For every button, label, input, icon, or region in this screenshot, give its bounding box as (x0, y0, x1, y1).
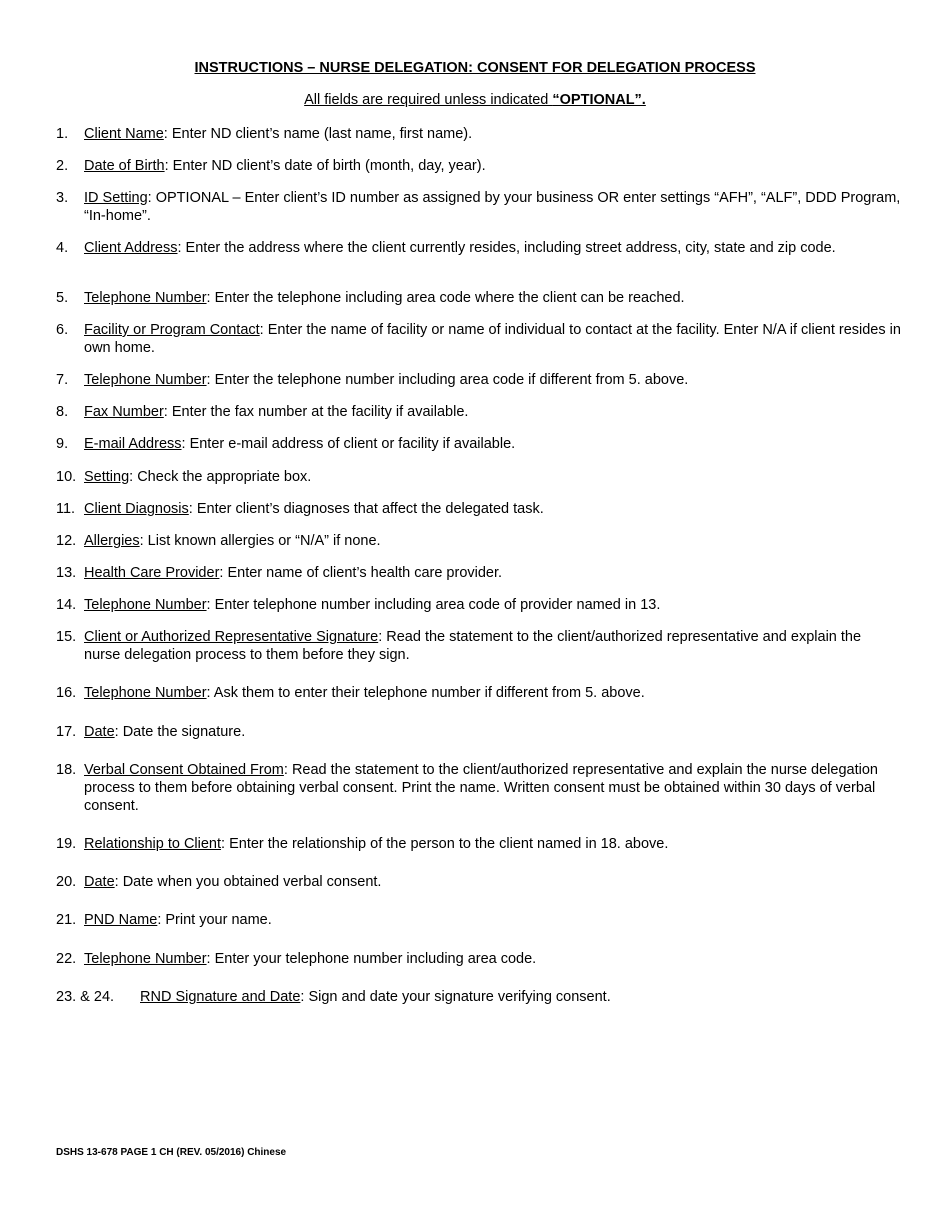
item-number: 15. (56, 629, 77, 645)
item-label: ID Setting (84, 190, 148, 206)
document-title: INSTRUCTIONS – NURSE DELEGATION: CONSENT FOR DELEGATION PROCESS (194, 60, 756, 76)
list-item (56, 403, 901, 421)
item-number: 9. (56, 436, 69, 452)
item-text: : Print your name. (157, 912, 272, 928)
list-item (56, 564, 901, 582)
item-number: 5. (56, 290, 69, 306)
list-item (56, 157, 901, 175)
item-number: 10. (56, 469, 77, 485)
list-item (56, 371, 901, 389)
list-item (56, 289, 901, 307)
item-label: Client Address (84, 240, 178, 256)
item-number: 21. (56, 912, 77, 928)
item-label: PND Name (84, 912, 158, 928)
item-text: : Read the statement to the client/authorized representative and explain the nurse delegation process to them before they sign. (84, 629, 862, 663)
list-item (56, 596, 901, 614)
item-label: RND Signature and Date (140, 989, 301, 1005)
item-number: 13. (56, 565, 77, 581)
item-number: 16. (56, 685, 77, 701)
list-item (56, 189, 901, 225)
item-label: E-mail Address (84, 436, 182, 452)
list-item (56, 761, 901, 815)
item-text: : Enter the name of facility or name of individual to contact at the facility. Enter N/A if client resides in own home. (84, 322, 901, 356)
item-label: Allergies (84, 533, 140, 549)
list-item (56, 435, 901, 453)
list-item (56, 468, 901, 486)
required-fields-note-text: All fields are required unless indicated (304, 92, 553, 108)
item-text: : Enter client’s diagnoses that affect the delegated task. (188, 501, 544, 517)
item-label: Fax Number (84, 404, 164, 420)
item-text: : Check the appropriate box. (129, 469, 312, 485)
item-label: Telephone Number (84, 372, 207, 388)
item-label: Telephone Number (84, 290, 207, 306)
item-text: : Enter the telephone including area code where the client can be reached. (206, 290, 685, 306)
list-item (56, 988, 901, 1006)
item-number: 22. (56, 951, 77, 967)
item-text: : Enter ND client’s date of birth (month, day, year). (164, 158, 486, 174)
item-text: : List known allergies or “N/A” if none. (139, 533, 381, 549)
list-item (56, 723, 901, 741)
item-label: Relationship to Client (84, 836, 222, 852)
list-item (56, 532, 901, 550)
item-label: Date (84, 724, 115, 740)
item-label: Client Name (84, 126, 164, 142)
item-text: : Enter ND client’s name (last name, first name). (163, 126, 473, 142)
list-item (56, 835, 901, 853)
item-text: : Ask them to enter their telephone number if different from 5. above. (206, 685, 645, 701)
item-text: : Read the statement to the client/authorized representative and explain the nurse delegation process to them before obtaining verbal consent. Print the name. Written consent must be obtained within 30 days of verbal consent. (84, 762, 878, 814)
item-number: 1. (56, 126, 69, 142)
item-text: : Enter the fax number at the facility if available. (163, 404, 469, 420)
item-number: 11. (56, 501, 76, 517)
item-number: 8. (56, 404, 69, 420)
item-number: 17. (56, 724, 77, 740)
item-label: Verbal Consent Obtained From (84, 762, 284, 778)
item-number: 4. (56, 240, 69, 256)
list-item (56, 239, 901, 257)
item-label: Date (84, 874, 115, 890)
item-number: 14. (56, 597, 77, 613)
item-text: : Sign and date your signature verifying consent. (300, 989, 611, 1005)
optional-emphasis: “OPTIONAL”. (552, 92, 646, 108)
item-text: : Enter the telephone number including area code if different from 5. above. (206, 372, 689, 388)
list-item (56, 125, 901, 143)
item-label: Client or Authorized Representative Signature (84, 629, 379, 645)
list-item (56, 950, 901, 968)
item-text: : Enter the relationship of the person to the client named in 18. above. (221, 836, 669, 852)
list-item (56, 628, 901, 664)
item-text: : Enter e-mail address of client or facility if available. (181, 436, 516, 452)
item-label: Telephone Number (84, 951, 207, 967)
item-number: 6. (56, 322, 69, 338)
item-text: : Enter your telephone number including area code. (206, 951, 537, 967)
item-number: 20. (56, 874, 77, 890)
required-fields-note (0, 91, 950, 109)
item-text: : Enter the address where the client currently resides, including street address, city, state and zip code. (177, 240, 836, 256)
item-text: : Date when you obtained verbal consent. (114, 874, 382, 890)
list-item (56, 873, 901, 891)
list-item (56, 911, 901, 929)
list-item (56, 321, 901, 357)
item-text: : Enter name of client’s health care provider. (219, 565, 503, 581)
item-text: : Date the signature. (114, 724, 246, 740)
item-label: Date of Birth (84, 158, 165, 174)
item-number: 3. (56, 190, 69, 206)
item-label: Telephone Number (84, 685, 207, 701)
item-label: Health Care Provider (84, 565, 220, 581)
item-text: : Enter telephone number including area code of provider named in 13. (206, 597, 661, 613)
item-label: Client Diagnosis (84, 501, 189, 517)
form-footer: DSHS 13-678 PAGE 1 CH (REV. 05/2016) Chinese (56, 1147, 287, 1158)
item-number: 19. (56, 836, 77, 852)
item-number: 12. (56, 533, 77, 549)
item-label: Telephone Number (84, 597, 207, 613)
item-label: Setting (84, 469, 130, 485)
item-number: 18. (56, 762, 77, 778)
item-number: 23. & 24. (56, 989, 115, 1005)
item-number: 2. (56, 158, 69, 174)
item-number: 7. (56, 372, 69, 388)
item-text: : OPTIONAL – Enter client’s ID number as assigned by your business OR enter settings “AFH”, “ALF”, DDD Program, “In-home”. (84, 190, 901, 224)
list-item (56, 684, 901, 702)
item-label: Facility or Program Contact (84, 322, 260, 338)
list-item (56, 500, 901, 518)
